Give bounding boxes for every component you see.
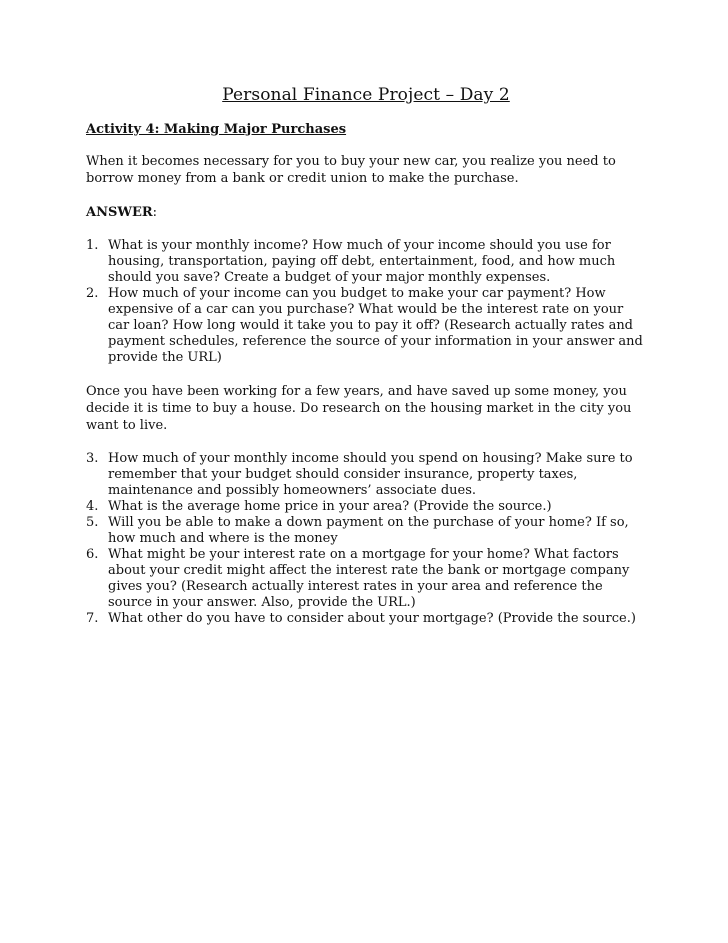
answer-label: ANSWER [86,205,153,220]
list-item-text: Will you be able to make a down payment on the purchase of your home? If so, how much and where is the money [108,515,629,546]
document-body [86,84,646,644]
list-item [86,611,646,627]
answer-label-line [86,204,646,221]
list-item-text: What is the average home price in your area? (Provide the source.) [108,499,552,514]
list-item-number: 3. [86,451,99,466]
answer-colon: : [152,205,158,220]
list-item [86,451,646,499]
list-item-number: 1. [86,238,99,253]
intro-paragraph: When it becomes necessary for you to buy your new car, you realize you need to borrow money from a bank or credit union to make the purchase. [86,154,616,186]
list-item-number: 2. [86,286,99,301]
list-item-number: 5. [86,515,99,530]
list-item-text: How much of your monthly income should you spend on housing? Make sure to remember that your budget should consider insurance, property taxes, maintenance and possibly homeowners’ associate dues. [108,451,633,498]
activity-heading: Activity 4: Making Major Purchases [86,122,347,137]
list-item-number: 6. [86,547,99,562]
list-item [86,238,646,286]
page-title: Personal Finance Project – Day 2 [222,85,510,105]
question-list-house [86,451,646,627]
list-item [86,515,646,547]
list-item-text: What might be your interest rate on a mortgage for your home? What factors about your credit might affect the interest rate the bank or mortgage company gives you? (Research actually interest rates in your area and reference the source in your answer. Also, provide the URL.) [108,547,630,610]
list-item [86,499,646,515]
list-item [86,547,646,611]
question-list-car [86,238,646,366]
house-paragraph: Once you have been working for a few years, and have saved up some money, you decide it is time to buy a house. Do research on the housing market in the city you want to live. [86,384,632,433]
list-item-number: 4. [86,499,99,514]
list-item-text: How much of your income can you budget to make your car payment? How expensive of a car can you purchase? What would be the interest rate on your car loan? How long would it take you to pay it off? (Research actually rates and payment schedules, reference the source of your information in your answer and provide the URL) [108,286,643,365]
list-item-text: What is your monthly income? How much of your income should you use for housing, transportation, paying off debt, entertainment, food, and how much should you save? Create a budget of your major monthly expenses. [108,238,616,285]
list-item-text: What other do you have to consider about your mortgage? (Provide the source.) [108,611,636,626]
list-item-number: 7. [86,611,99,626]
list-item [86,286,646,366]
